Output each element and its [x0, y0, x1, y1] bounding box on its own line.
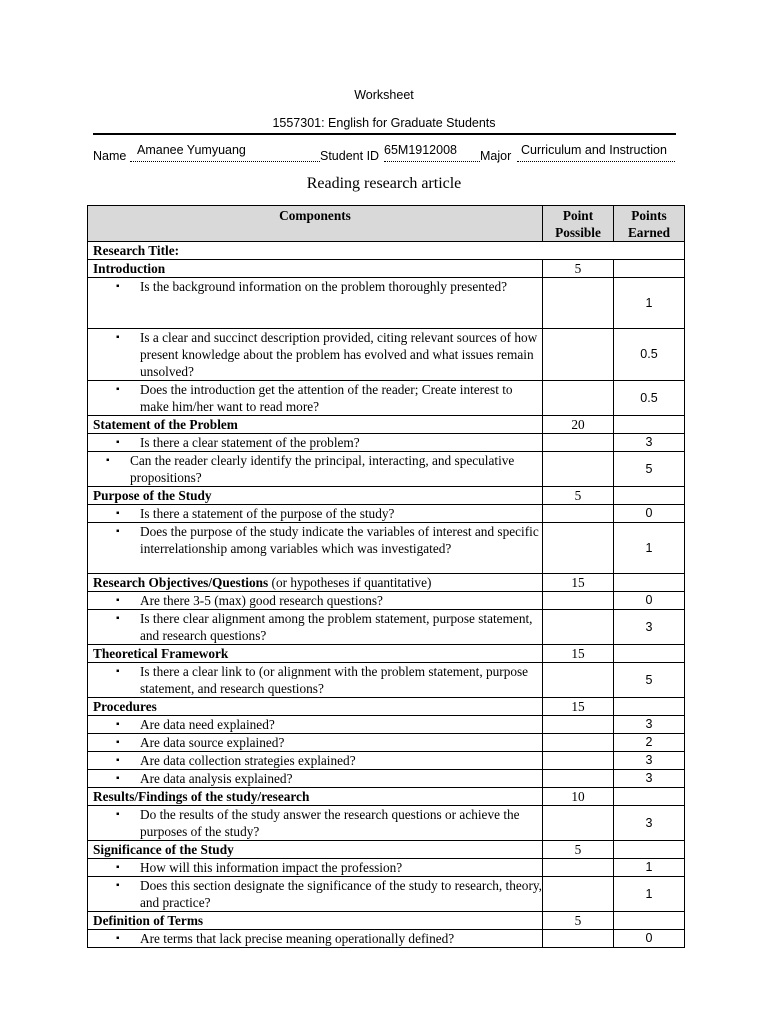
section-title: [88, 574, 543, 592]
bullet-icon: ▪: [116, 281, 120, 292]
question-row: [88, 592, 685, 610]
section-row: [88, 788, 685, 806]
question-points-possible: [543, 610, 614, 645]
question-points-possible: [543, 381, 614, 416]
question-points-possible: [543, 505, 614, 523]
question-row: [88, 806, 685, 841]
section-points-earned: [614, 788, 685, 806]
name-dotted-line: [130, 161, 320, 162]
question-row: [88, 505, 685, 523]
question-points-possible: [543, 716, 614, 734]
question-points-earned: 3: [614, 716, 685, 734]
question-cell: [88, 505, 543, 523]
question-row: [88, 610, 685, 645]
question-text: How will this information impact the profession?: [140, 860, 403, 875]
question-points-earned: 0: [614, 592, 685, 610]
reading-title: Reading research article: [306, 175, 462, 192]
question-text: Is there a clear statement of the problem?: [140, 435, 360, 450]
question-points-earned: 3: [614, 806, 685, 841]
bullet-icon: ▪: [116, 755, 120, 766]
question-points-earned: 1: [614, 278, 685, 329]
research-title-label: Research Title:: [88, 242, 685, 260]
section-points-earned: [614, 841, 685, 859]
section-points-earned: [614, 487, 685, 505]
question-cell: [88, 592, 543, 610]
question-text: Does the purpose of the study indicate the variables of interest and specific interrelationship among variables which was investigated?: [140, 524, 539, 556]
section-title-text: Significance of the Study: [93, 842, 234, 857]
question-row: [88, 716, 685, 734]
question-cell: [88, 877, 543, 912]
section-points-possible: 5: [543, 912, 614, 930]
question-cell: [88, 930, 543, 948]
question-cell: [88, 381, 543, 416]
question-row: [88, 770, 685, 788]
question-text: Can the reader clearly identify the principal, interacting, and speculative propositions?: [130, 453, 515, 485]
question-points-possible: [543, 859, 614, 877]
question-cell: [88, 434, 543, 452]
bullet-icon: ▪: [116, 508, 120, 519]
question-points-earned: 5: [614, 452, 685, 487]
major-dotted-line: [517, 161, 675, 162]
section-row: [88, 912, 685, 930]
question-cell: [88, 329, 543, 381]
question-text: Is there a clear link to (or alignment with the problem statement, purpose statement, and research questions?: [140, 664, 529, 696]
student-id-label: Student ID: [320, 149, 380, 163]
question-row: [88, 663, 685, 698]
question-row: [88, 278, 685, 329]
bullet-icon: ▪: [116, 332, 120, 343]
question-points-earned: 3: [614, 752, 685, 770]
question-cell: [88, 523, 543, 574]
header-divider: [93, 133, 676, 135]
question-cell: [88, 278, 543, 329]
section-points-possible: 20: [543, 416, 614, 434]
question-row: [88, 452, 685, 487]
bullet-icon: ▪: [116, 719, 120, 730]
section-row: [88, 698, 685, 716]
question-cell: [88, 806, 543, 841]
section-points-possible: 5: [543, 487, 614, 505]
section-title: [88, 788, 543, 806]
section-points-earned: [614, 260, 685, 278]
student-major: Curriculum and Instruction: [521, 143, 667, 157]
section-points-earned: [614, 698, 685, 716]
section-points-possible: 15: [543, 698, 614, 716]
section-row: [88, 645, 685, 663]
section-title-text: Introduction: [93, 261, 166, 276]
section-title: [88, 645, 543, 663]
section-title-text: Theoretical Framework: [93, 646, 229, 661]
question-cell: [88, 610, 543, 645]
research-title-row: [88, 242, 685, 260]
question-points-possible: [543, 278, 614, 329]
bullet-icon: ▪: [116, 666, 120, 677]
question-cell: [88, 663, 543, 698]
section-title: [88, 260, 543, 278]
bullet-icon: ▪: [116, 737, 120, 748]
question-cell: [88, 716, 543, 734]
question-row: [88, 434, 685, 452]
question-text: Does the introduction get the attention of the reader; Create interest to make him/her want to read more?: [140, 382, 513, 414]
question-points-earned: 0.5: [614, 381, 685, 416]
bullet-icon: ▪: [116, 384, 120, 395]
question-points-possible: [543, 592, 614, 610]
section-title: [88, 487, 543, 505]
question-points-earned: 3: [614, 610, 685, 645]
name-label: Name: [93, 149, 127, 163]
section-points-possible: 5: [543, 841, 614, 859]
components-header: Components: [88, 206, 543, 242]
section-points-earned: [614, 416, 685, 434]
worksheet-title: Worksheet: [354, 88, 414, 102]
point-possible-header: Point Possible: [543, 206, 614, 242]
bullet-icon: ▪: [116, 862, 120, 873]
bullet-icon: ▪: [116, 437, 120, 448]
question-row: [88, 930, 685, 948]
question-row: [88, 523, 685, 574]
section-title-text: Research Objectives/Questions: [93, 575, 269, 590]
section-title-text: Definition of Terms: [93, 913, 204, 928]
section-row: [88, 416, 685, 434]
question-text: Is the background information on the problem thoroughly presented?: [140, 279, 508, 294]
question-points-possible: [543, 752, 614, 770]
section-points-earned: [614, 574, 685, 592]
bullet-icon: ▪: [106, 455, 110, 466]
section-row: [88, 841, 685, 859]
points-earned-header: Points Earned: [614, 206, 685, 242]
question-text: Is there a statement of the purpose of the study?: [140, 506, 395, 521]
question-row: [88, 859, 685, 877]
question-text: Are there 3-5 (max) good research questions?: [140, 593, 383, 608]
section-row: [88, 260, 685, 278]
major-label: Major: [480, 149, 512, 163]
question-text: Do the results of the study answer the research questions or achieve the purposes of the study?: [140, 807, 520, 839]
section-row: [88, 574, 685, 592]
question-text: Are terms that lack precise meaning operationally defined?: [140, 931, 455, 946]
question-points-earned: 0.5: [614, 329, 685, 381]
question-points-earned: 1: [614, 859, 685, 877]
question-points-possible: [543, 329, 614, 381]
student-name: Amanee Yumyuang: [137, 143, 246, 157]
section-title: [88, 912, 543, 930]
section-title: [88, 841, 543, 859]
section-title: [88, 698, 543, 716]
question-points-possible: [543, 877, 614, 912]
course-title: 1557301: English for Graduate Students: [272, 116, 496, 130]
question-points-possible: [543, 434, 614, 452]
student-id: 65M1912008: [384, 143, 457, 157]
question-text: Is a clear and succinct description provided, citing relevant sources of how present knowledge about the problem has evolved and what issues remain unsolved?: [140, 330, 538, 379]
question-points-possible: [543, 770, 614, 788]
section-row: [88, 487, 685, 505]
question-cell: [88, 752, 543, 770]
bullet-icon: ▪: [116, 809, 120, 820]
question-points-earned: 5: [614, 663, 685, 698]
bullet-icon: ▪: [116, 773, 120, 784]
section-title-text: Statement of the Problem: [93, 417, 238, 432]
question-points-earned: 1: [614, 877, 685, 912]
question-points-possible: [543, 523, 614, 574]
section-title-text: Procedures: [93, 699, 157, 714]
section-points-earned: [614, 645, 685, 663]
question-cell: [88, 859, 543, 877]
question-row: [88, 329, 685, 381]
question-text: Are data need explained?: [140, 717, 275, 732]
section-title: [88, 416, 543, 434]
section-points-earned: [614, 912, 685, 930]
bullet-icon: ▪: [116, 526, 120, 537]
question-points-possible: [543, 806, 614, 841]
question-cell: [88, 734, 543, 752]
question-points-possible: [543, 930, 614, 948]
question-points-earned: 0: [614, 930, 685, 948]
question-text: Is there clear alignment among the problem statement, purpose statement, and research questions?: [140, 611, 533, 643]
section-title-text: Purpose of the Study: [93, 488, 212, 503]
question-row: [88, 381, 685, 416]
bullet-icon: ▪: [116, 880, 120, 891]
question-cell: [88, 452, 543, 487]
question-points-possible: [543, 734, 614, 752]
question-points-earned: 3: [614, 434, 685, 452]
question-text: Are data analysis explained?: [140, 771, 293, 786]
question-points-possible: [543, 452, 614, 487]
section-points-possible: 15: [543, 645, 614, 663]
section-title-text: Results/Findings of the study/research: [93, 789, 310, 804]
question-points-earned: 0: [614, 505, 685, 523]
section-points-possible: 10: [543, 788, 614, 806]
question-row: [88, 752, 685, 770]
question-points-earned: 2: [614, 734, 685, 752]
section-points-possible: 5: [543, 260, 614, 278]
question-row: [88, 734, 685, 752]
question-row: [88, 877, 685, 912]
question-text: Are data collection strategies explained?: [140, 753, 356, 768]
section-note: (or hypotheses if quantitative): [268, 575, 432, 590]
bullet-icon: ▪: [116, 613, 120, 624]
table-header-row: [88, 206, 685, 242]
bullet-icon: ▪: [116, 595, 120, 606]
question-points-earned: 1: [614, 523, 685, 574]
question-text: Are data source explained?: [140, 735, 285, 750]
question-points-possible: [543, 663, 614, 698]
bullet-icon: ▪: [116, 933, 120, 944]
rubric-table: [87, 205, 685, 948]
student-id-dotted-line: [384, 161, 480, 162]
section-points-possible: 15: [543, 574, 614, 592]
question-text: Does this section designate the significance of the study to research, theory, and practice?: [140, 878, 542, 910]
question-cell: [88, 770, 543, 788]
question-points-earned: 3: [614, 770, 685, 788]
